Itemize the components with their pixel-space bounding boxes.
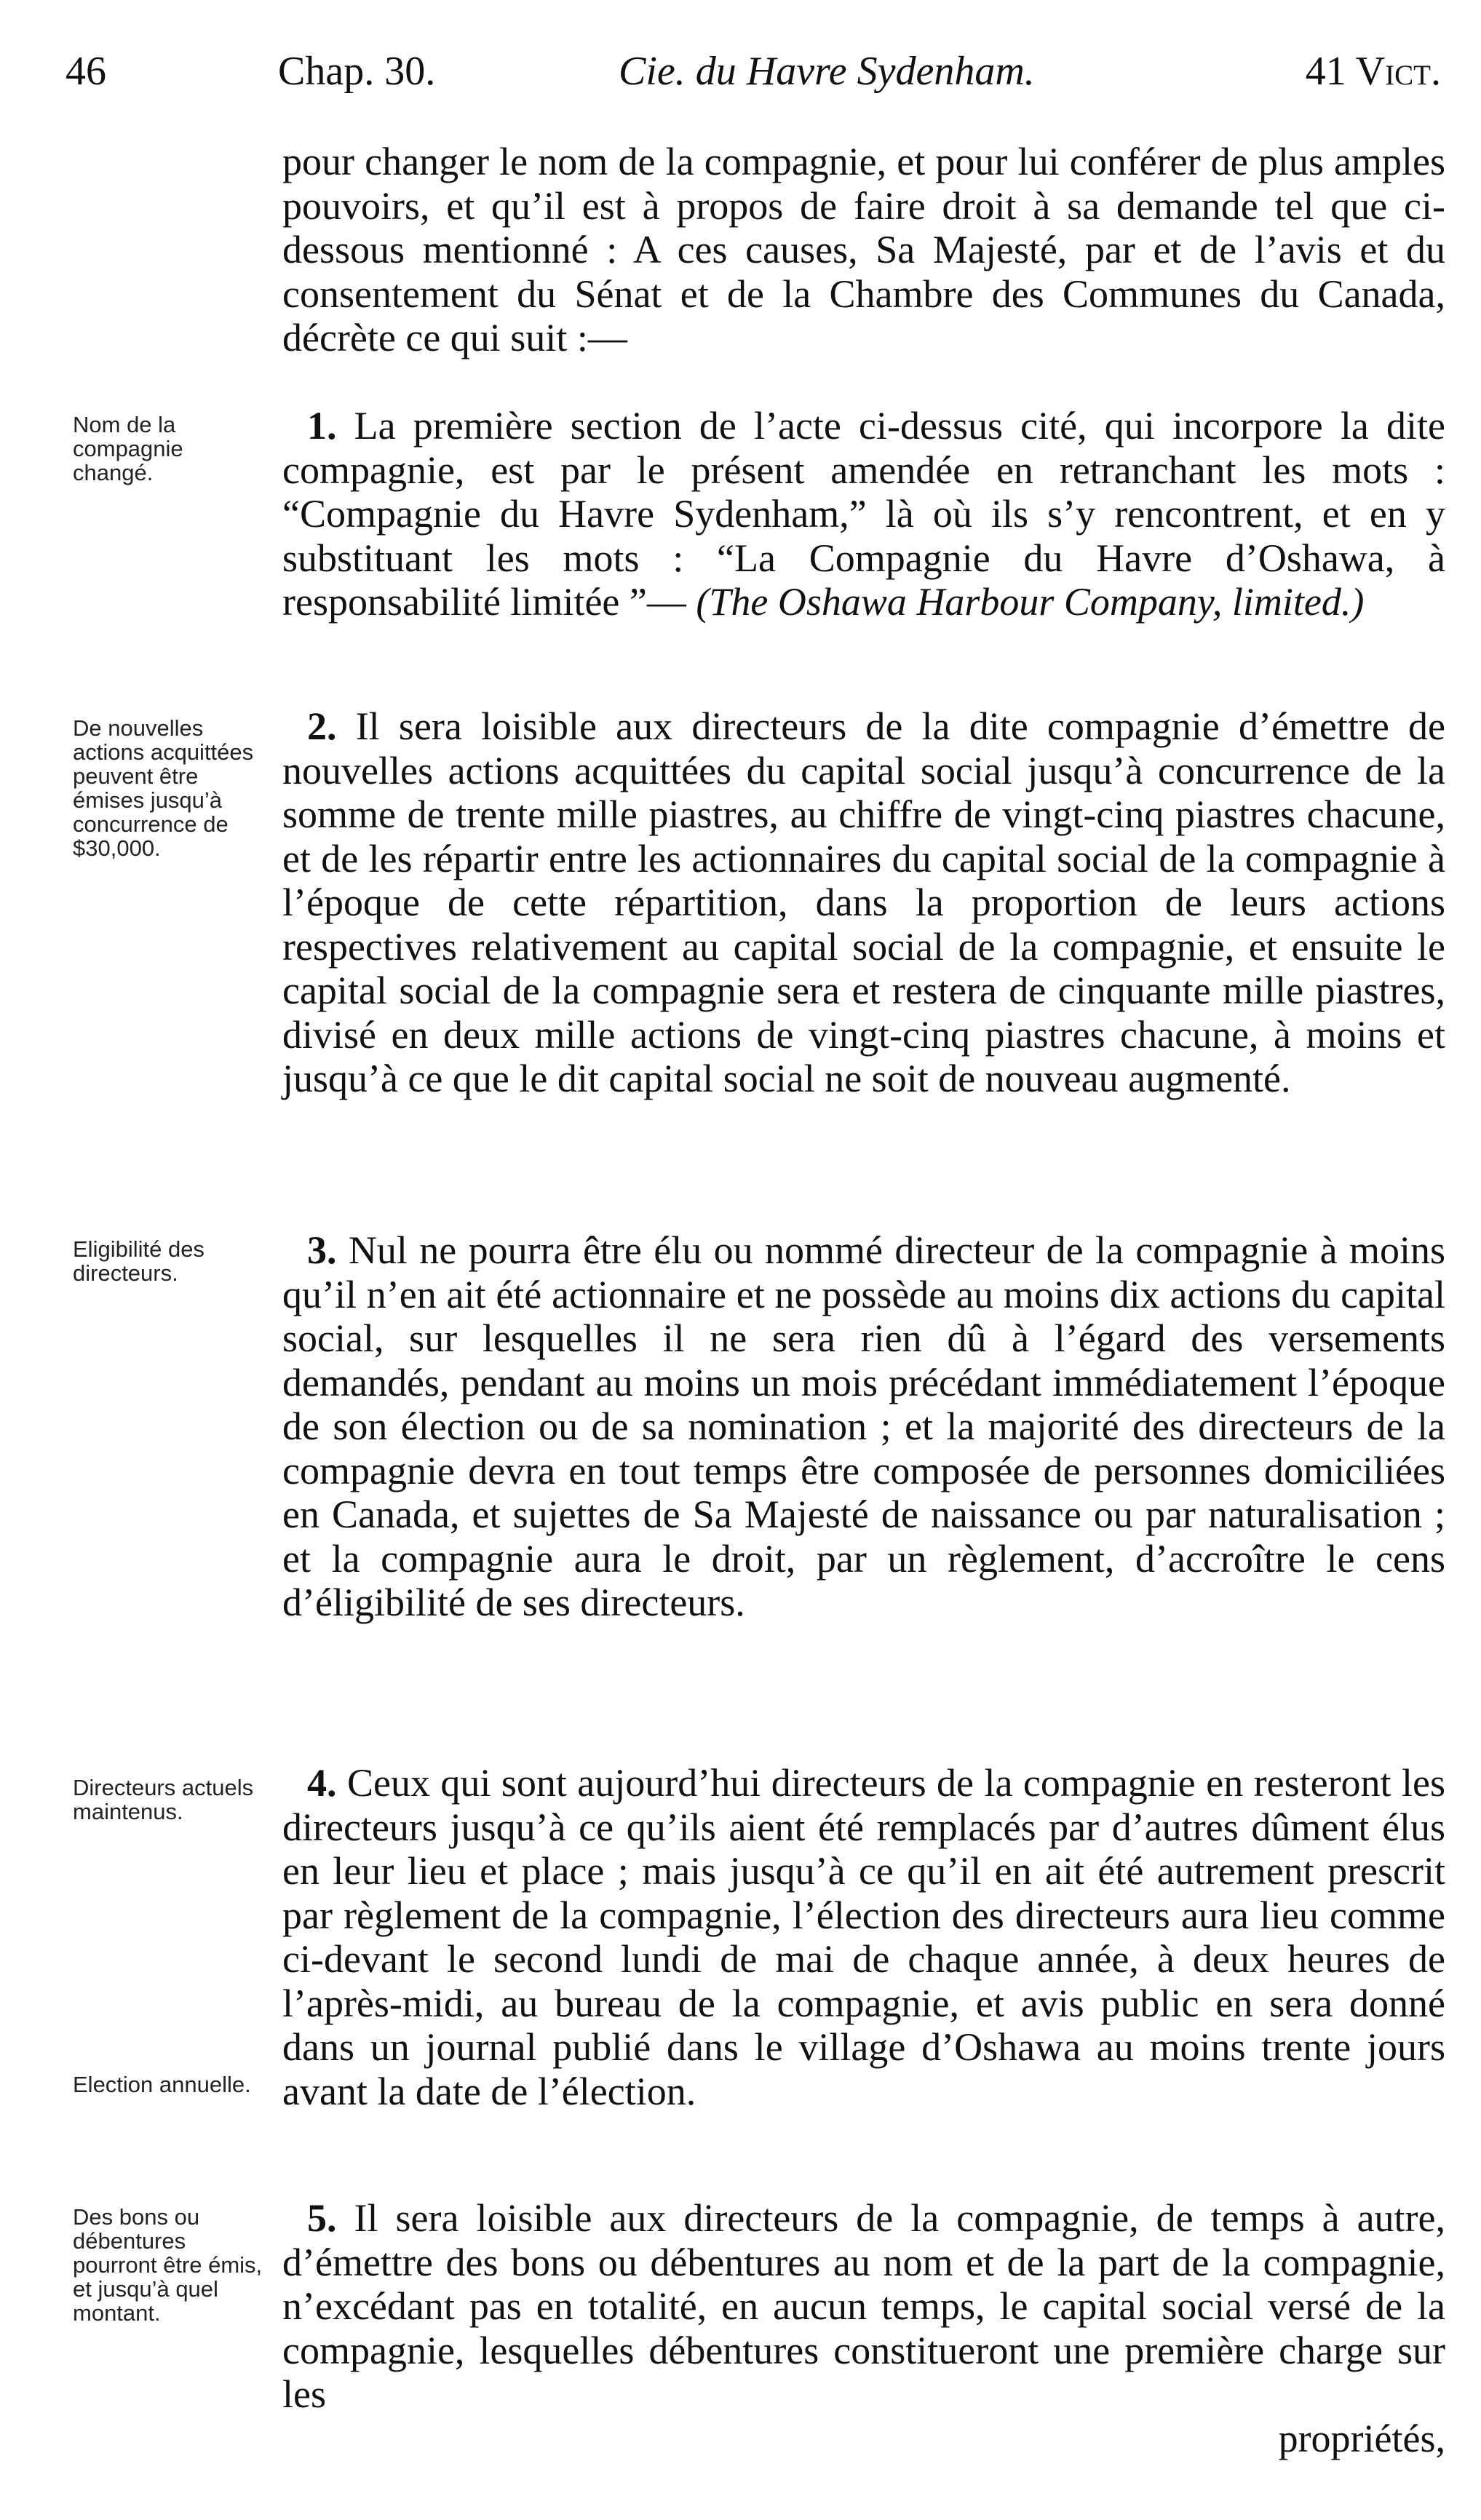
section-text: Il sera loisible aux directeurs de la compagnie, de temps à autre, d’émettre des bons ou débentures au nom et de la part de la compagnie, n’excédant pas en totalité, en aucun temps, le capital social versé de la compagnie, lesquelles débentures constitueront une première charge sur les	[282, 2196, 1446, 2416]
section-text: Ceux qui sont aujourd’hui directeurs de la compagnie en resteront les directeurs jusqu’à ce qu’ils aient été remplacés par d’autres dûment élus en leur lieu et place ; mais jusqu’à ce qu’il en ait été autrement prescrit par règlement de la compagnie, l’élection des directeurs aura lieu comme ci-devant le second lundi de mai de chaque année, à deux heures de l’après-midi, au bureau de la compagnie, et avis public en sera donné dans un journal publié dans le village d’Oshawa au moins trente jours avant la date de l’élection.	[282, 1761, 1445, 2113]
sidenote-section-5: Des bons ou débentures pourront être émis, et jusqu’à quel montant.	[73, 2204, 263, 2326]
section-number: 5.	[307, 2196, 337, 2240]
section-3	[282, 1228, 1445, 1625]
section-number: 2.	[307, 704, 337, 748]
section-number: 1.	[307, 404, 337, 448]
section-2	[282, 704, 1445, 1101]
running-title: Cie. du Havre Sydenham.	[619, 49, 1035, 94]
chapter-label: Chap. 30.	[278, 49, 436, 94]
preamble-paragraph	[282, 140, 1445, 360]
preamble-text: pour changer le nom de la compagnie, et pour lui conférer de plus amples pouvoirs, et qu’il est à propos de faire droit à sa demande tel que ci-dessous mentionné : A ces causes, Sa Majesté, par et de l’avis et du consentement du Sénat et de la Chambre des Communes du Canada, décrète ce qui suit :—	[282, 140, 1445, 359]
sidenote-section-3: Eligibilité des directeurs.	[73, 1236, 205, 1286]
sidenote-section-2: De nouvelles actions acquittées peuvent être émises jusqu’à concurrence de $30,000.	[73, 715, 254, 861]
running-header	[65, 42, 1448, 100]
section-text: Il sera loisible aux directeurs de la dite compagnie d’émettre de nouvelles actions acquittées du capital social jusqu’à concurrence de la somme de trente mille piastres, au chiffre de vingt-cinq piastres chacune, et de les répartir entre les actionnaires du capital social de la compagnie à l’époque de cette répartition, dans la proportion de leurs actions respectives relativement au capital social de la compagnie, et ensuite le capital social de la compagnie sera et restera de cinquante mille piastres, divisé en deux mille actions de vingt-cinq piastres chacune, à moins et jusqu’à ce que le dit capital social ne soit de nouveau augmenté.	[282, 704, 1445, 1100]
section-italic-text: (The Oshawa Harbour Company, limited.)	[696, 580, 1365, 624]
section-text: Nul ne pourra être élu ou nommé directeur de la compagnie à moins qu’il n’en ait été actionnaire et ne possède au moins dix actions du capital social, sur lesquelles il ne sera rien dû à l’égard des versements demandés, pendant au moins un mois précédant immédiatement l’époque de son élection ou de sa nomination ; et la majorité des directeurs de la compagnie devra en tout temps être composée de personnes domiciliées en Canada, et sujettes de Sa Majesté de naissance ou par naturalisation ; et la compagnie aura le droit, par un règlement, d’accroître le cens d’éligibilité de ses directeurs.	[282, 1228, 1445, 1624]
section-last-word: propriétés,	[1278, 2416, 1445, 2460]
section-number: 3.	[307, 1228, 337, 1272]
section-1	[282, 404, 1445, 624]
year-label: 41 Vict.	[1305, 49, 1441, 94]
section-text: La première section de l’acte ci-dessus cité, qui incorpore la dite compagnie, est par le présent amendée en retranchant les mots : “Compagnie du Havre Sydenham,” là où ils s’y rencontrent, et en y substituant les mots : “La Compagnie du Havre d’Oshawa, à responsabilité limitée ”—	[282, 404, 1446, 624]
page-number: 46	[65, 49, 106, 94]
sidenote-section-1: Nom de la compagnie changé.	[73, 412, 183, 485]
section-5	[282, 2196, 1445, 2460]
section-number: 4.	[307, 1761, 337, 1805]
sidenote-election: Election annuelle.	[73, 2072, 251, 2097]
sidenote-section-4: Directeurs actuels maintenus.	[73, 1775, 254, 1824]
section-4	[282, 1761, 1445, 2113]
